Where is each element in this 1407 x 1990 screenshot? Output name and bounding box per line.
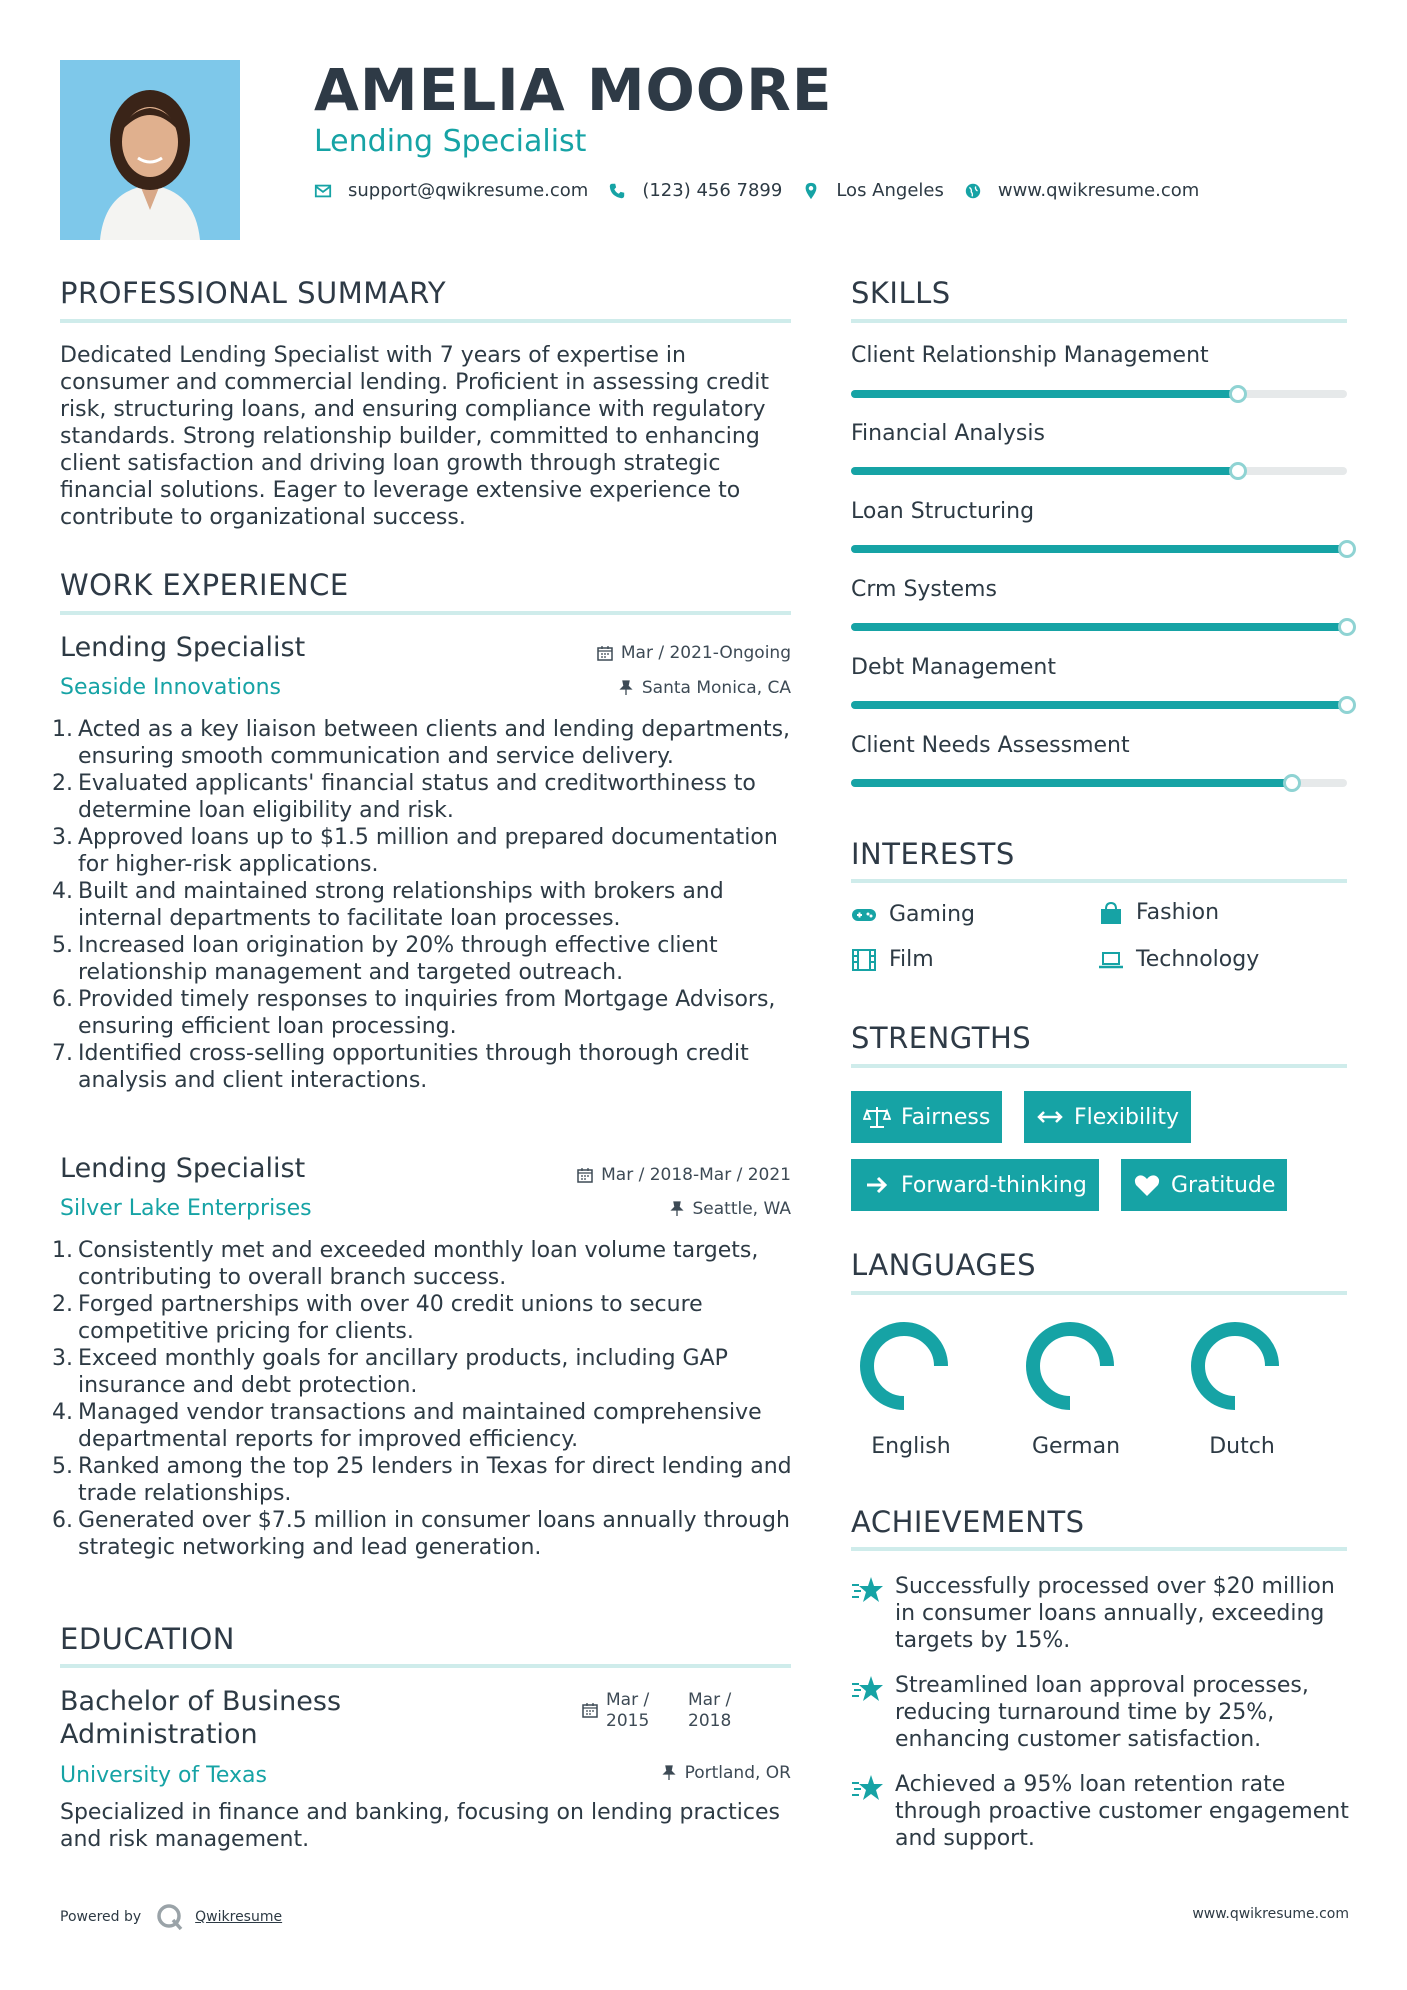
list-item: 1. Acted as a key liaison between clients and lending departments, ensuring smooth communication and service delivery.: [52, 717, 791, 769]
envelope-icon: [314, 182, 332, 200]
summary-text: Dedicated Lending Specialist with 7 years of expertise in consumer and commercial lending. Proficient in assessing credit risk, structuring loans, and ensuring compliance with regulatory standards. Strong relationship builder, committed to enhancing client satisfaction and driving loan growth through strategic financial solutions. Eager to leverage extensive experience to contribute to organizational success.: [60, 343, 770, 530]
website-text: www.qwikresume.com: [997, 180, 1200, 201]
strength-badge: Gratitude: [1121, 1159, 1287, 1211]
star-icon: [851, 1773, 885, 1803]
interest-item: Technology: [1098, 947, 1259, 972]
calendar-icon: [577, 1167, 593, 1183]
education-location: [661, 1763, 791, 1783]
skill-bar: [851, 701, 1347, 709]
experience-rule: [60, 611, 791, 615]
job-dates-text: Mar / 2018-Mar / 2021: [601, 1165, 791, 1185]
contact-website[interactable]: [964, 180, 1199, 201]
skill-label: Client Needs Assessment: [851, 733, 1130, 758]
interest-item: Fashion: [1098, 900, 1219, 925]
skills-heading: SKILLS: [851, 276, 951, 310]
skill-bar-knob: [1338, 696, 1356, 714]
language-level-arc: [1198, 1329, 1272, 1403]
education-start-month: Mar /: [606, 1690, 650, 1710]
calendar-icon: [597, 645, 613, 661]
strengths-heading: STRENGTHS: [851, 1021, 1032, 1055]
footer-powered-by: [60, 1902, 282, 1932]
phone-text: (123) 456 7899: [642, 180, 783, 201]
education-end-year: 2018: [688, 1711, 732, 1731]
interest-item: Gaming: [851, 902, 975, 927]
list-item: 5. Ranked among the top 25 lenders in Texas for direct lending and trade relationships.: [52, 1454, 792, 1506]
education-heading: EDUCATION: [60, 1622, 236, 1656]
skill-bar: [851, 467, 1347, 475]
skill-bar-knob: [1338, 540, 1356, 558]
education-dates: [582, 1690, 731, 1732]
degree-line-2: Administration: [60, 1719, 258, 1750]
profile-photo: [60, 60, 240, 240]
job-location: [618, 678, 791, 698]
education-location-text: Portland, OR: [684, 1763, 791, 1783]
list-item: 5. Increased loan origination by 20% through effective client relationship management and targeted outreach.: [52, 933, 718, 985]
phone-icon: [608, 182, 626, 200]
pushpin-icon: [618, 680, 634, 696]
footer-website[interactable]: www.qwikresume.com: [1192, 1906, 1349, 1922]
list-item: 4. Built and maintained strong relationships with brokers and internal departments to facilitate loan processes.: [52, 879, 724, 931]
experience-heading: WORK EXPERIENCE: [60, 568, 349, 602]
location-text: Los Angeles: [836, 180, 944, 201]
skill-bar-fill: [851, 467, 1238, 475]
arrows-horizontal-icon: [1036, 1104, 1064, 1130]
list-item: 2. Forged partnerships with over 40 credit unions to secure competitive pricing for clients.: [52, 1292, 703, 1344]
skill-bar-knob: [1229, 462, 1247, 480]
language-level-ring: [1024, 1320, 1116, 1412]
languages-rule: [851, 1291, 1347, 1295]
achievements-rule: [851, 1547, 1347, 1551]
calendar-icon: [582, 1702, 598, 1718]
list-item: 6. Provided timely responses to inquiries from Mortgage Advisors, ensuring efficient loan processing.: [52, 987, 776, 1039]
education-rule: [60, 1664, 791, 1668]
skill-bar-fill: [851, 779, 1292, 787]
job-duties-list: [52, 716, 800, 1094]
skill-bar: [851, 390, 1347, 398]
achievement-item: Streamlined loan approval processes, reducing turnaround time by 25%, enhancing customer satisfaction.: [851, 1672, 1351, 1753]
candidate-title: Lending Specialist: [314, 124, 587, 159]
skill-bar: [851, 779, 1347, 787]
language-level-arc: [867, 1329, 941, 1403]
strengths-rule: [851, 1064, 1347, 1068]
interest-item: Film: [851, 947, 934, 972]
language-level-arc: [1033, 1329, 1107, 1403]
strength-badge: Flexibility: [1024, 1091, 1191, 1143]
map-pin-icon: [802, 182, 820, 200]
skill-label: Debt Management: [851, 655, 1056, 680]
skills-rule: [851, 319, 1347, 323]
list-item: 4. Managed vendor transactions and maintained comprehensive departmental reports for improved efficiency.: [52, 1400, 762, 1452]
skill-bar: [851, 545, 1347, 553]
globe-icon: [964, 182, 982, 200]
language-label: Dutch: [1209, 1434, 1275, 1459]
job-company: Silver Lake Enterprises: [60, 1196, 312, 1221]
skill-bar-knob: [1283, 774, 1301, 792]
email-text: support@qwikresume.com: [348, 180, 589, 201]
skill-bar-knob: [1338, 618, 1356, 636]
list-item: 2. Evaluated applicants' financial status and creditworthiness to determine loan eligibility and risk.: [52, 771, 756, 823]
job-dates: [577, 1165, 791, 1185]
skill-bar-fill: [851, 545, 1347, 553]
language-label: German: [1031, 1434, 1121, 1459]
achievement-item: Successfully processed over $20 million in consumer loans annually, exceeding targets by 15%.: [851, 1573, 1351, 1654]
interests-heading: INTERESTS: [851, 837, 1015, 871]
skill-label: Financial Analysis: [851, 421, 1045, 446]
list-item: 7. Identified cross-selling opportunities through thorough credit analysis and client interactions.: [52, 1041, 749, 1093]
languages-heading: LANGUAGES: [851, 1248, 1037, 1282]
skill-bar-fill: [851, 701, 1347, 709]
job-title: Lending Specialist: [60, 632, 306, 663]
gamepad-icon: [851, 903, 877, 927]
job-title: Lending Specialist: [60, 1153, 306, 1184]
education-text: Specialized in finance and banking, focusing on lending practices and risk management.: [60, 1800, 780, 1852]
star-icon: [851, 1674, 885, 1704]
qwikresume-logo-icon: [155, 1902, 185, 1932]
powered-by-text: Powered by: [60, 1909, 142, 1925]
star-icon: [851, 1575, 885, 1605]
skill-bar-fill: [851, 390, 1238, 398]
list-item: 6. Generated over $7.5 million in consumer loans annually through strategic networking and lead generation.: [52, 1508, 790, 1560]
list-item: 1. Consistently met and exceeded monthly loan volume targets, contributing to overall branch success.: [52, 1238, 759, 1290]
skill-bar: [851, 623, 1347, 631]
job-dates-text: Mar / 2021-Ongoing: [620, 643, 791, 663]
school-name: University of Texas: [60, 1763, 267, 1788]
contact-phone[interactable]: [608, 180, 782, 201]
arrow-right-icon: [863, 1172, 891, 1198]
shopping-bag-icon: [1098, 901, 1124, 925]
contact-bar: [314, 180, 1219, 201]
summary-rule: [60, 319, 791, 323]
degree-line-1: Bachelor of Business: [60, 1686, 342, 1717]
interests-rule: [851, 879, 1347, 883]
job-location: [669, 1199, 792, 1219]
candidate-name: AMELIA MOORE: [314, 56, 833, 124]
skill-bar-knob: [1229, 385, 1247, 403]
contact-location: [802, 180, 944, 201]
skill-label: Loan Structuring: [851, 499, 1035, 524]
skill-bar-fill: [851, 623, 1347, 631]
skill-label: Crm Systems: [851, 577, 997, 602]
laptop-icon: [1098, 948, 1124, 972]
job-duties-list: [52, 1237, 800, 1561]
list-item: 3. Approved loans up to $1.5 million and prepared documentation for higher-risk applications.: [52, 825, 778, 877]
achievements-heading: ACHIEVEMENTS: [851, 1505, 1085, 1539]
language-label: English: [871, 1434, 951, 1459]
skill-label: Client Relationship Management: [851, 343, 1209, 368]
job-company: Seaside Innovations: [60, 675, 281, 700]
pushpin-icon: [661, 1765, 677, 1781]
qwikresume-link[interactable]: Qwikresume: [195, 1909, 283, 1925]
pushpin-icon: [669, 1201, 685, 1217]
job-location-text: Seattle, WA: [692, 1199, 791, 1219]
education-start-year: 2015: [606, 1711, 650, 1731]
list-item: 3. Exceed monthly goals for ancillary products, including GAP insurance and debt protection.: [52, 1346, 728, 1398]
strength-badge: Fairness: [851, 1091, 1002, 1143]
strength-badge: Forward-thinking: [851, 1159, 1099, 1211]
job-location-text: Santa Monica, CA: [641, 678, 791, 698]
language-level-ring: [1189, 1320, 1281, 1412]
education-end-month: Mar /: [688, 1690, 732, 1710]
summary-heading: PROFESSIONAL SUMMARY: [60, 276, 447, 310]
job-dates: [597, 643, 791, 663]
film-icon: [851, 948, 877, 972]
achievement-item: Achieved a 95% loan retention rate through proactive customer engagement and support.: [851, 1771, 1351, 1852]
heart-icon: [1133, 1172, 1161, 1198]
balance-scale-icon: [863, 1104, 891, 1130]
language-level-ring: [858, 1320, 950, 1412]
contact-email[interactable]: [314, 180, 588, 201]
